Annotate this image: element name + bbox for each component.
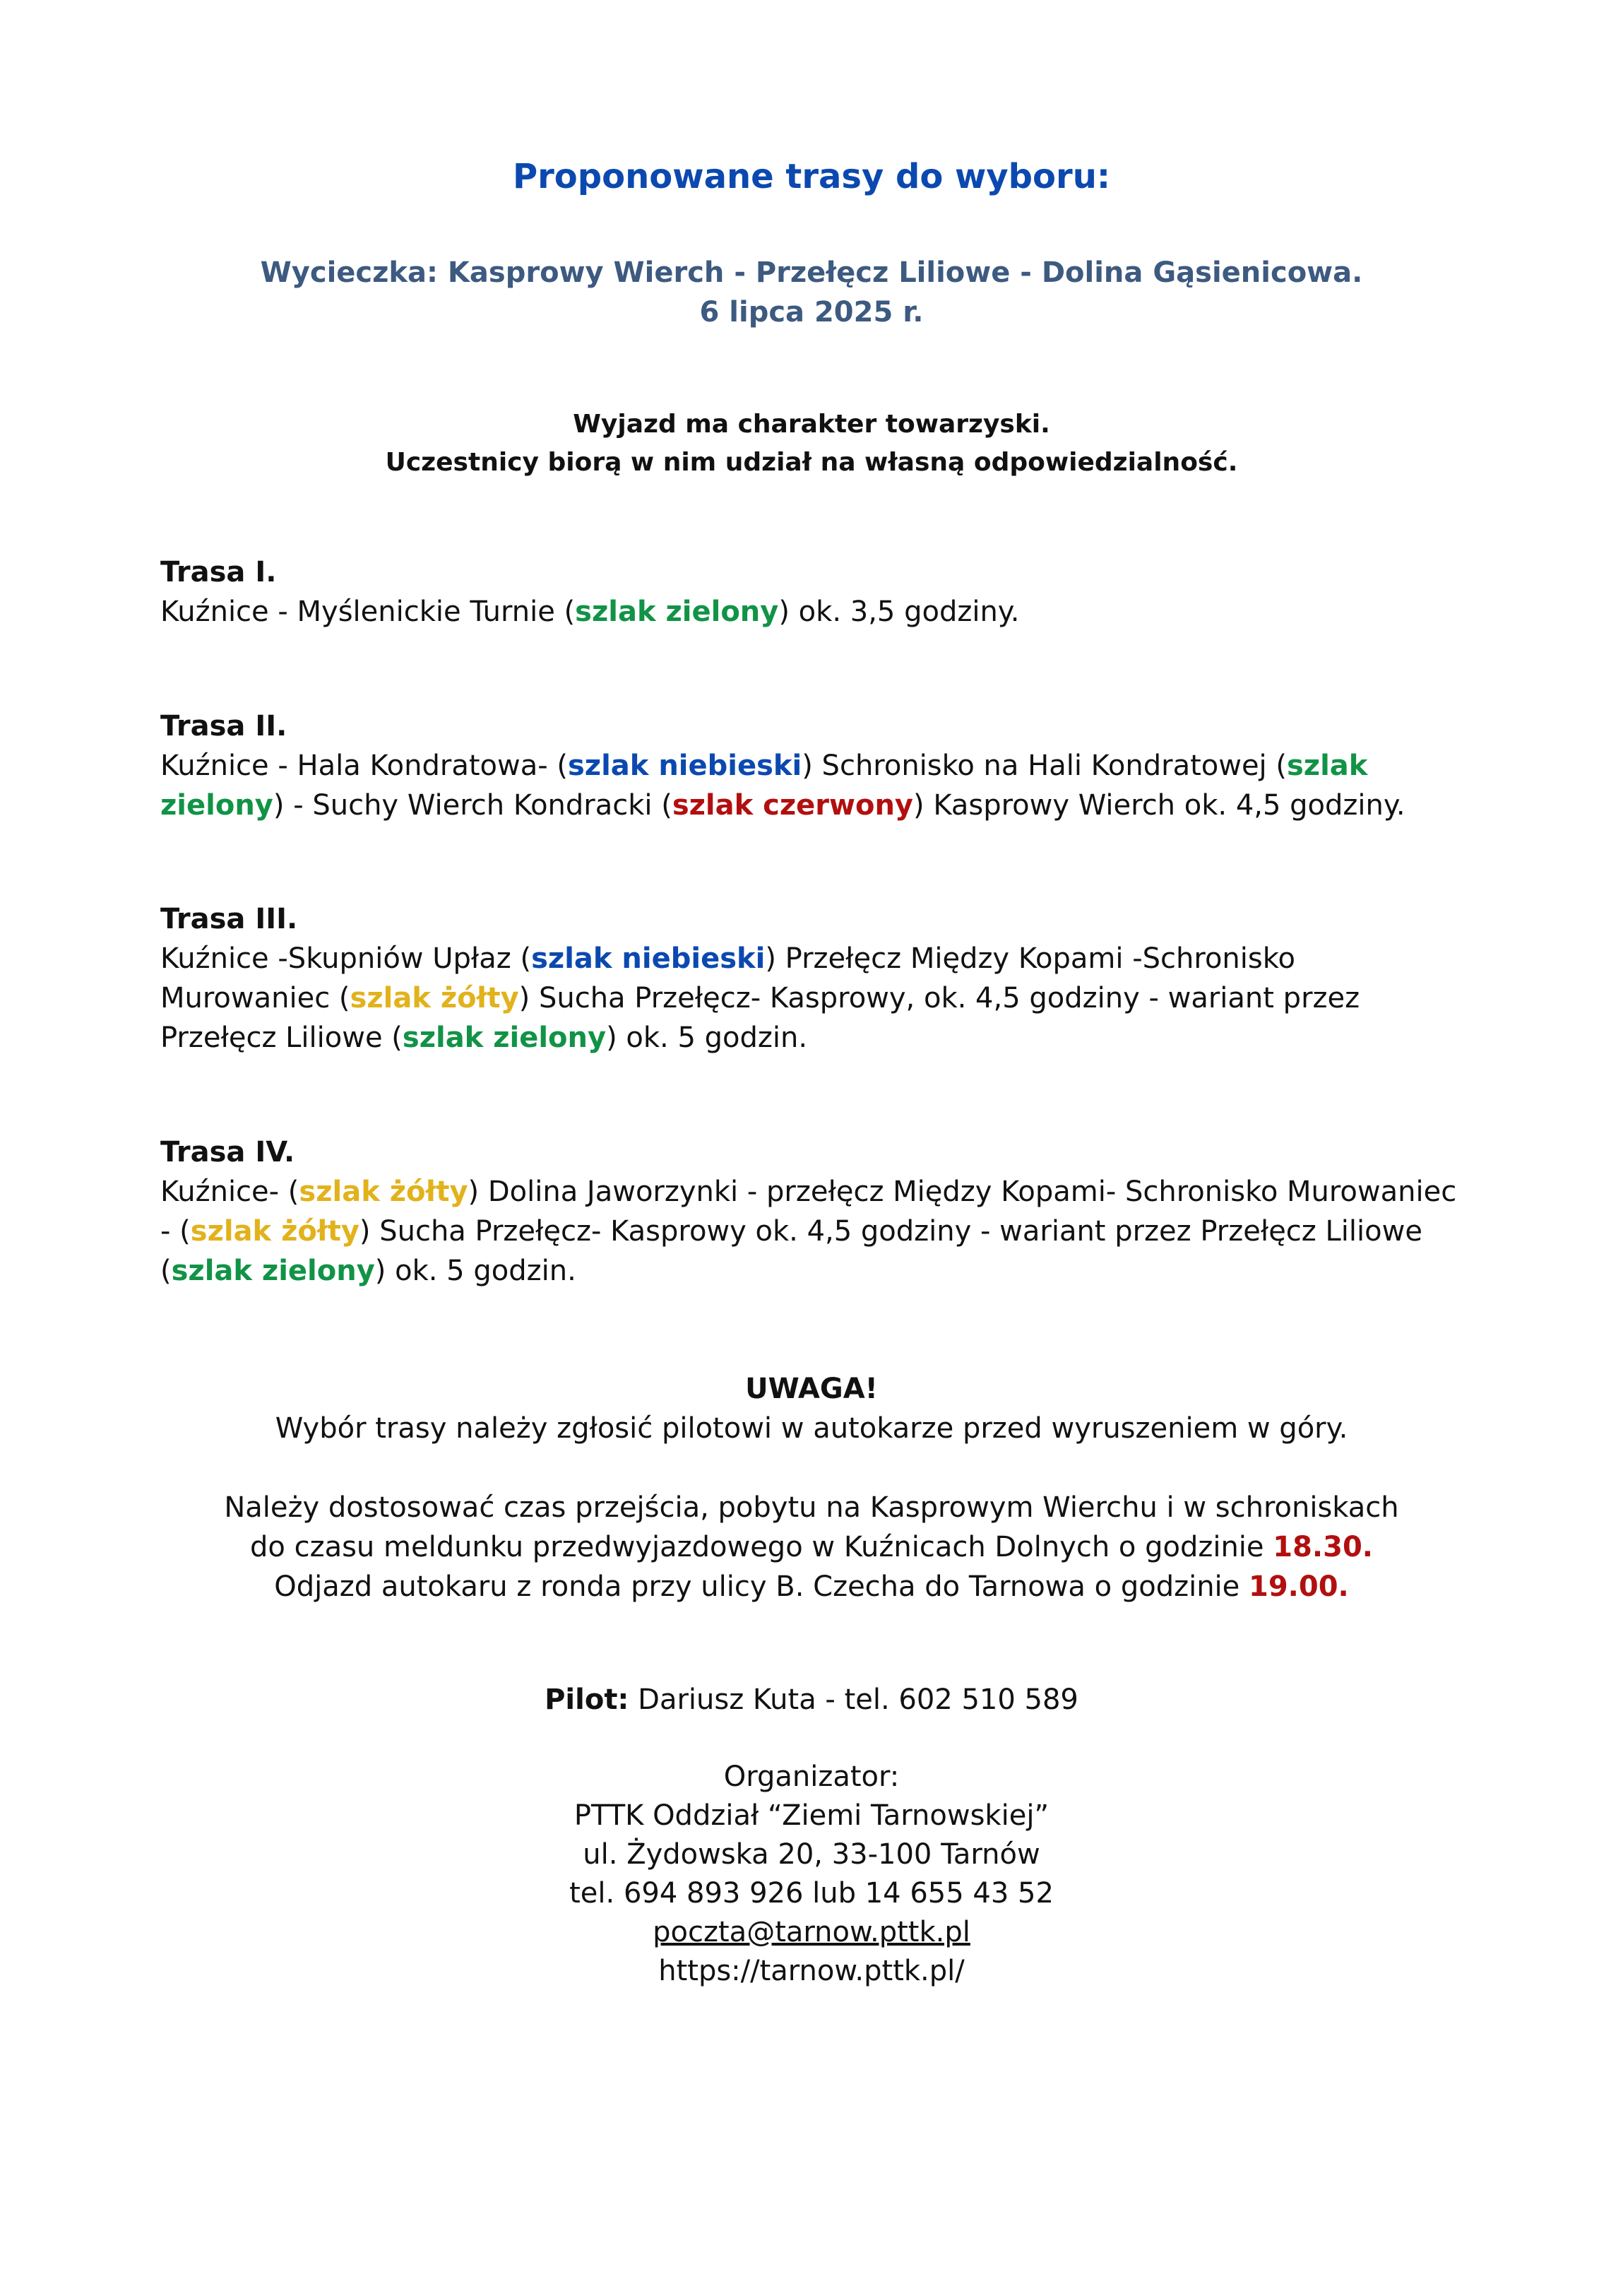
- organizer-email-link[interactable]: poczta@tarnow.pttk.pl: [653, 1916, 970, 1948]
- trail-label-red: szlak czerwony: [672, 789, 913, 822]
- organizer-website: https://tarnow.pttk.pl/: [658, 1955, 965, 1987]
- route-description: [160, 1172, 1467, 1291]
- route-1: [160, 552, 1467, 632]
- warning-block: [0, 1369, 1623, 1448]
- route-text: ) Sucha Przełęcz- Kasprowy ok. 4,5 godziny - wariant przez Przełęcz Liliowe (: [160, 1215, 1422, 1287]
- trip-date: 6 lipca 2025 r.: [699, 296, 924, 329]
- route-text: ) Przełęcz Między Kopami -Schronisko Murowaniec (: [160, 942, 1295, 1014]
- schedule-line-2-text: do czasu meldunku przedwyjazdowego w Kuźnicach Dolnych o godzinie: [250, 1531, 1273, 1563]
- organizer-address: ul. Żydowska 20, 33-100 Tarnów: [583, 1838, 1040, 1871]
- organizer-block: [0, 1758, 1623, 1991]
- route-3: [160, 899, 1467, 1058]
- page-title: Proponowane trasy do wyboru:: [512, 157, 1111, 196]
- route-text: ) Kasprowy Wierch ok. 4,5 godziny.: [913, 789, 1405, 822]
- trail-label-green: szlak zielony: [171, 1255, 375, 1287]
- route-text: ) Sucha Przełęcz- Kasprowy, ok. 4,5 godziny - wariant przez Przełęcz Liliowe (: [160, 982, 1360, 1054]
- trail-label-green: szlak zielony: [575, 596, 779, 628]
- route-2: [160, 706, 1467, 825]
- schedule-line-3: [0, 1567, 1623, 1606]
- route-text: Kuźnice- (: [160, 1176, 299, 1208]
- notice-block: [0, 406, 1623, 482]
- route-text: ) Dolina Jaworzynki - przełęcz Między Kopami- Schronisko Murowaniec - (: [160, 1176, 1457, 1248]
- route-text: ) Schronisko na Hali Kondratowej (: [802, 750, 1287, 782]
- route-text: Kuźnice - Hala Kondratowa- (: [160, 750, 568, 782]
- organizer-label: Organizator:: [723, 1761, 900, 1793]
- pilot-info: [0, 1680, 1623, 1720]
- route-text: ) ok. 3,5 godziny.: [778, 596, 1020, 628]
- meeting-time: 18.30.: [1273, 1531, 1373, 1563]
- trail-label-blue: szlak niebieski: [531, 942, 766, 975]
- trip-subtitle: [0, 253, 1623, 332]
- route-title: Trasa IV.: [160, 1136, 295, 1168]
- route-title: Trasa I.: [160, 556, 277, 588]
- warning-heading: UWAGA!: [745, 1373, 878, 1405]
- departure-time: 19.00.: [1249, 1570, 1349, 1603]
- route-text: Kuźnice -Skupniów Upłaz (: [160, 942, 532, 975]
- route-description: [160, 746, 1467, 825]
- pilot-label: Pilot:: [545, 1683, 629, 1716]
- trail-label-yellow: szlak żółty: [299, 1176, 468, 1208]
- route-text: ) - Suchy Wierch Kondracki (: [273, 789, 672, 822]
- trail-label-yellow: szlak żółty: [350, 982, 519, 1014]
- route-title: Trasa III.: [160, 903, 298, 935]
- route-text: ) ok. 5 godzin.: [606, 1022, 808, 1054]
- organizer-phone: tel. 694 893 926 lub 14 655 43 52: [569, 1877, 1054, 1910]
- notice-line-2: Uczestnicy biorą w nim udział na własną odpowiedzialność.: [385, 448, 1238, 477]
- trail-label-green: szlak zielony: [402, 1022, 607, 1054]
- schedule-info: [0, 1488, 1623, 1606]
- organizer-name: PTTK Oddział “Ziemi Tarnowskiej”: [573, 1799, 1050, 1832]
- route-description: [160, 592, 1467, 632]
- route-4: [160, 1132, 1467, 1291]
- notice-line-1: Wyjazd ma charakter towarzyski.: [573, 410, 1050, 439]
- route-description: [160, 939, 1467, 1058]
- trail-label-blue: szlak niebieski: [568, 750, 802, 782]
- route-title: Trasa II.: [160, 710, 287, 742]
- pilot-contact: Dariusz Kuta - tel. 602 510 589: [629, 1683, 1078, 1716]
- schedule-line-3-text: Odjazd autokaru z ronda przy ulicy B. Czecha do Tarnowa o godzinie: [274, 1570, 1249, 1603]
- trail-label-green: szlak zielony: [160, 750, 1368, 822]
- trip-name: Wycieczka: Kasprowy Wierch - Przełęcz Liliowe - Dolina Gąsienicowa.: [260, 256, 1363, 289]
- schedule-line-1: Należy dostosować czas przejścia, pobytu na Kasprowym Wierchu i w schroniskach: [224, 1491, 1399, 1524]
- warning-text: Wybór trasy należy zgłosić pilotowi w autokarze przed wyruszeniem w góry.: [275, 1412, 1348, 1445]
- schedule-line-2: [0, 1527, 1623, 1567]
- trail-label-yellow: szlak żółty: [190, 1215, 359, 1248]
- route-text: ) ok. 5 godzin.: [374, 1255, 576, 1287]
- route-text: Kuźnice - Myślenickie Turnie (: [160, 596, 576, 628]
